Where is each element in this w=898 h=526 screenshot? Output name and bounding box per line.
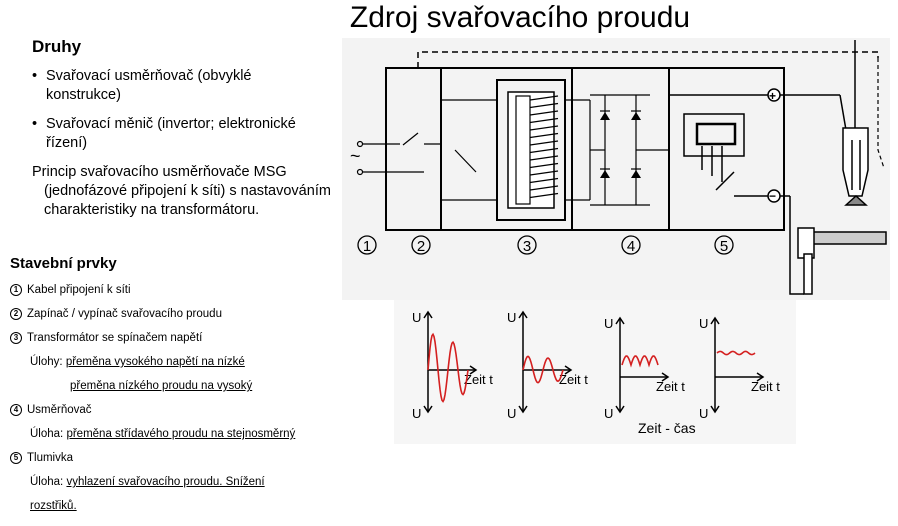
component-label: Transformátor se spínačem napětí (27, 332, 203, 344)
ac-symbol: ~ (350, 146, 361, 166)
principle-first-line: Princip svařovacího usměrňovače MSG (32, 164, 287, 180)
t-axis-label: Zeit t (751, 379, 780, 394)
druhy-item-label: Svařovací měnič (invertor; elektronické řízení) (46, 116, 296, 151)
task-label: Úloha: (30, 428, 64, 440)
component-label: Tlumivka (27, 452, 74, 464)
druhy-heading: Druhy (32, 37, 82, 56)
section-number: 3 (522, 238, 532, 255)
principle-rest: (jednofázové připojení k síti) s nastavováním charakteristiky na transformátoru. (44, 183, 331, 218)
component-label: Zapínač / vypínač svařovacího proudu (27, 308, 222, 320)
page-title: Zdroj svařovacího proudu (349, 1, 691, 34)
u-axis-label: U (507, 310, 517, 325)
section-number: 1 (362, 238, 372, 255)
task-label: Úloha: (30, 476, 64, 488)
section-number: 2 (416, 238, 426, 255)
druhy-item-label: Svařovací usměrňovač (obvyklé konstrukce) (46, 68, 252, 103)
task-line: přeměna vysokého napětí na nízké (65, 356, 245, 368)
section-number: 4 (626, 238, 636, 255)
u-axis-label: U (412, 310, 422, 325)
druhy-item-rectifier: • Svařovací usměrňovač (obvyklé konstrukce) (32, 68, 252, 103)
number-badge: 4 (10, 404, 22, 416)
u-axis-label: U (699, 316, 709, 331)
stavebni-heading: Stavební prvky (10, 255, 117, 272)
plus-terminal: + (769, 89, 777, 103)
task-line: přeměna nízkého proudu na vysoký (70, 380, 253, 392)
u-axis-label: U (507, 406, 517, 421)
u-axis-label: U (604, 406, 614, 421)
section-number: 5 (719, 238, 729, 255)
minus-terminal: − (769, 189, 777, 203)
number-badge: 3 (10, 332, 22, 344)
task-line: vyhlazení svařovacího proudu. Snížení (66, 476, 265, 488)
number-badge: 2 (10, 308, 22, 320)
waveform-background (394, 300, 796, 444)
u-axis-label: U (699, 406, 709, 421)
druhy-item-inverter: • Svařovací měnič (invertor; elektronické řízení) (32, 116, 296, 151)
task-line: rozstřiků. (30, 500, 77, 512)
u-axis-label: U (412, 406, 422, 421)
task-line: přeměna střídavého proudu na stejnosměrný (66, 428, 296, 440)
waveform-caption: Zeit - čas (638, 420, 696, 436)
t-axis-label: Zeit t (464, 372, 493, 387)
t-axis-label: Zeit t (656, 379, 685, 394)
u-axis-label: U (604, 316, 614, 331)
number-badge: 1 (10, 284, 22, 296)
component-label: Usměrňovač (27, 404, 92, 416)
component-label: Kabel připojení k síti (27, 284, 131, 296)
number-badge: 5 (10, 452, 22, 464)
task-label: Úlohy: (30, 356, 63, 368)
t-axis-label: Zeit t (559, 372, 588, 387)
